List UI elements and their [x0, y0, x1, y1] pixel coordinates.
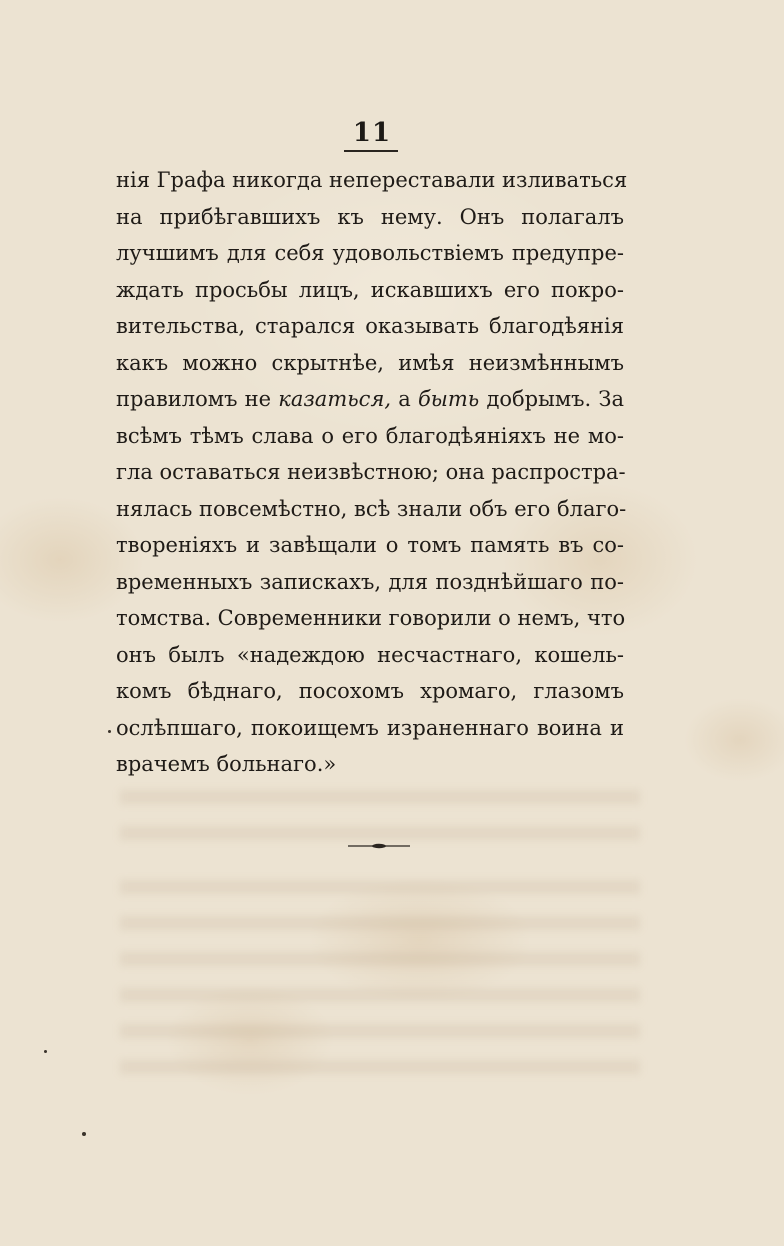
ink-speck [82, 1132, 86, 1136]
text-segment: а [391, 387, 418, 411]
text-line: временныхъ запискахъ, для позднѣйшаго по- [116, 569, 624, 594]
text-line: ослѣпшаго, покоищемъ израненнаго воина и [116, 715, 624, 740]
text-line: всѣмъ тѣмъ слава о его благодѣяніяхъ не мо- [116, 423, 624, 448]
italic-emphasis: быть [417, 387, 480, 411]
body-text [116, 162, 628, 783]
text-segment: добрымъ. За [479, 387, 625, 411]
bleed-through-line [120, 826, 640, 840]
bleed-through-line [120, 988, 640, 1002]
text-line: на прибѣгавшихъ къ нему. Онъ полагалъ [116, 204, 624, 229]
bleed-through-line [120, 1024, 640, 1038]
bleed-through-line [120, 790, 640, 804]
text-line: комъ бѣднаго, посохомъ хромаго, глазомъ [116, 679, 624, 703]
bleed-through-line [120, 952, 640, 966]
text-line: нялась повсемѣстно, всѣ знали объ его благо- [116, 496, 627, 521]
ink-speck [108, 730, 111, 733]
text-line: какъ можно скрытнѣе, имѣя неизмѣннымъ [116, 350, 624, 375]
ink-speck [44, 1050, 47, 1053]
text-line: твореніяхъ и завѣщали о томъ память въ со- [116, 533, 624, 557]
italic-emphasis: казаться, [278, 387, 392, 411]
text-line: врачемъ больнаго.» [116, 752, 337, 776]
text-line: вительства, старался оказывать благодѣянія [116, 314, 624, 338]
end-ornament [348, 843, 410, 849]
text-line: ждать просьбы лицъ, искавшихъ его покро- [116, 277, 624, 302]
bleed-through-line [120, 1060, 640, 1074]
text-line [116, 381, 624, 418]
bleed-through-line [120, 880, 640, 894]
text-line: гла оставаться неизвѣстною; она распростра- [116, 460, 626, 484]
bleed-through-line [120, 916, 640, 930]
text-line: лучшимъ для себя удовольствіемъ предупре- [116, 241, 624, 265]
text-line: томства. Современники говорили о немъ, что [116, 606, 626, 630]
text-line: онъ былъ «надеждою несчастнаго, кошель- [116, 642, 624, 667]
text-line: нія Графа никогда непереставали изливаться [116, 168, 628, 192]
text-segment: правиломъ не [116, 387, 279, 411]
page-number: 11 [352, 118, 392, 148]
page-number-rule [344, 150, 398, 152]
